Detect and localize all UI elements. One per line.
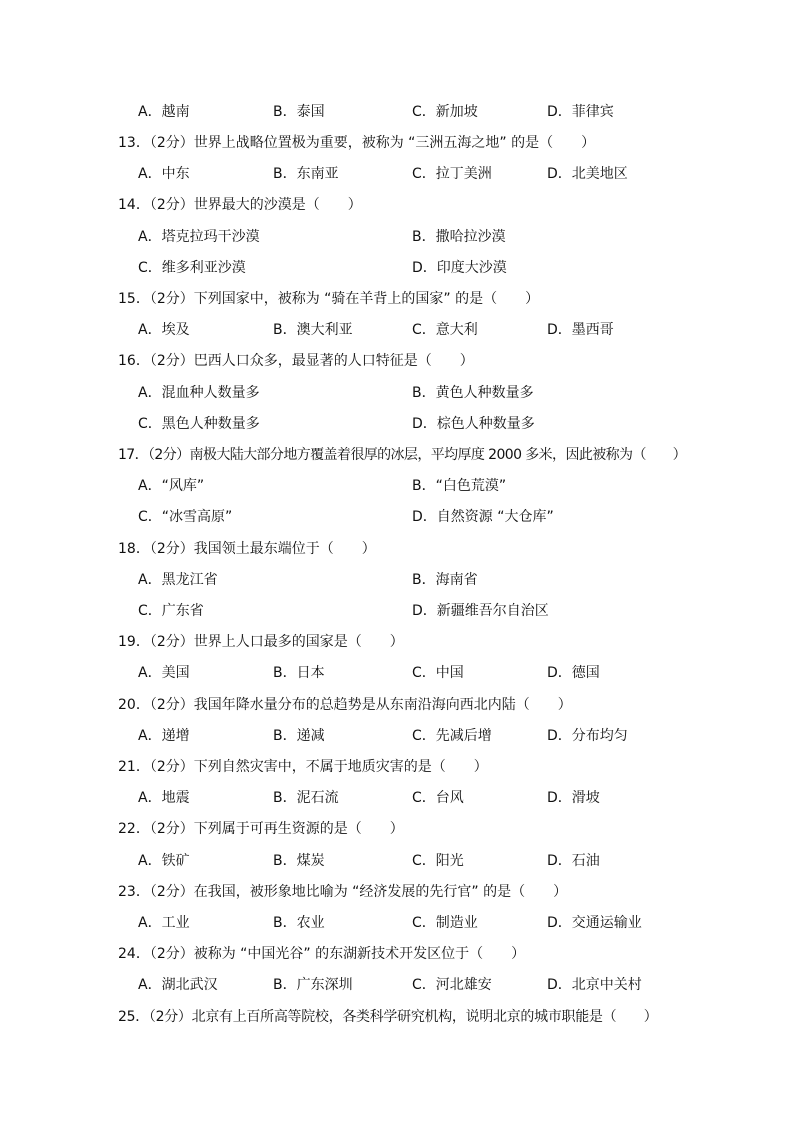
question-18: [0, 538, 794, 560]
question-16-options-1: [0, 382, 794, 404]
option-b: B．农业: [273, 915, 325, 931]
option-d: D．印度大沙漠: [412, 260, 507, 276]
option-c: C．中国: [412, 665, 464, 681]
question-17: [0, 444, 794, 466]
option-b: B．泥石流: [273, 790, 339, 806]
option-b: B．“白色荒漠”: [412, 478, 507, 494]
option-d: D．滑坡: [547, 790, 600, 806]
question-text: 24．（2分）被称为 “中国光谷” 的东湖新技术开发区位于（ ）: [118, 946, 526, 962]
option-b: B．广东深圳: [273, 977, 353, 993]
option-d: D．北美地区: [547, 166, 628, 182]
question-23: [0, 881, 794, 903]
question-17-options-1: [0, 475, 794, 497]
question-22: [0, 818, 794, 840]
q12-options-row: [0, 101, 794, 123]
option-a: A．混血种人数量多: [138, 385, 260, 401]
option-a: A．递增: [138, 728, 190, 744]
option-b: B．递减: [273, 728, 325, 744]
option-d: D．新疆维吾尔自治区: [412, 603, 549, 619]
question-text: 20．（2分）我国年降水量分布的总趋势是从东南沿海向西北内陆（ ）: [118, 697, 572, 713]
option-a: A．美国: [138, 665, 190, 681]
question-15: [0, 288, 794, 310]
option-c: C．意大利: [412, 322, 478, 338]
question-text: 18．（2分）我国领土最东端位于（ ）: [118, 541, 376, 557]
option-a: A．工业: [138, 915, 190, 931]
question-text: 14．（2分）世界最大的沙漠是（ ）: [118, 197, 362, 213]
option-c: C．阳光: [412, 853, 464, 869]
question-text: 19．（2分）世界上人口最多的国家是（ ）: [118, 634, 404, 650]
question-24: [0, 943, 794, 965]
option-b: B．澳大利亚: [273, 322, 353, 338]
option-c: C．台风: [412, 790, 464, 806]
question-25: [0, 1006, 794, 1028]
question-text: 21．（2分）下列自然灾害中，不属于地质灾害的是（ ）: [118, 759, 488, 775]
question-text: 17．（2分）南极大陆大部分地方覆盖着很厚的冰层，平均厚度 2000 多米，因此被称为（ ）: [118, 447, 687, 463]
question-13-options: [0, 163, 794, 185]
option-b: B．海南省: [412, 572, 478, 588]
option-c: C．广东省: [138, 603, 204, 619]
option-a: A．越南: [138, 104, 190, 120]
question-13: [0, 132, 794, 154]
option-d: D．墨西哥: [547, 322, 614, 338]
option-d: D．分布均匀: [547, 728, 628, 744]
option-d: D．自然资源 “大仓库”: [412, 509, 554, 525]
option-b: B．煤炭: [273, 853, 325, 869]
option-d: D．交通运输业: [547, 915, 642, 931]
question-14: [0, 194, 794, 216]
option-c: C．河北雄安: [412, 977, 492, 993]
option-a: A．黑龙江省: [138, 572, 218, 588]
option-c: C．黑色人种数量多: [138, 416, 260, 432]
question-21-options: [0, 787, 794, 809]
question-text: 16．（2分）巴西人口众多，最显著的人口特征是（ ）: [118, 353, 474, 369]
question-14-options-2: [0, 257, 794, 279]
question-text: 25．（2分）北京有上百所高等院校，各类科学研究机构，说明北京的城市职能是（ ）: [118, 1009, 658, 1025]
question-19-options: [0, 662, 794, 684]
option-c: C．先减后增: [412, 728, 492, 744]
question-15-options: [0, 319, 794, 341]
question-16: [0, 350, 794, 372]
question-text: 23．（2分）在我国，被形象地比喻为 “经济发展的先行官” 的是（ ）: [118, 884, 568, 900]
question-18-options-2: [0, 600, 794, 622]
question-text: 15．（2分）下列国家中，被称为 “骑在羊背上的国家” 的是（ ）: [118, 291, 540, 307]
question-14-options-1: [0, 226, 794, 248]
question-20: [0, 694, 794, 716]
option-c: C．拉丁美洲: [412, 166, 492, 182]
question-text: 22．（2分）下列属于可再生资源的是（ ）: [118, 821, 404, 837]
question-21: [0, 756, 794, 778]
option-a: A．中东: [138, 166, 190, 182]
option-a: A．湖北武汉: [138, 977, 218, 993]
option-a: A．“风库”: [138, 478, 205, 494]
option-b: B．泰国: [273, 104, 325, 120]
question-17-options-2: [0, 506, 794, 528]
option-d: D．棕色人种数量多: [412, 416, 535, 432]
question-19: [0, 631, 794, 653]
question-20-options: [0, 725, 794, 747]
option-d: D．德国: [547, 665, 600, 681]
option-c: C．维多利亚沙漠: [138, 260, 246, 276]
question-23-options: [0, 912, 794, 934]
question-text: 13．（2分）世界上战略位置极为重要，被称为 “三洲五海之地” 的是（ ）: [118, 135, 596, 151]
option-c: C．“冰雪高原”: [138, 509, 233, 525]
option-d: D．石油: [547, 853, 600, 869]
option-d: D．菲律宾: [547, 104, 614, 120]
question-22-options: [0, 850, 794, 872]
option-a: A．埃及: [138, 322, 190, 338]
option-b: B．撒哈拉沙漠: [412, 229, 506, 245]
option-a: A．铁矿: [138, 853, 190, 869]
option-b: B．东南亚: [273, 166, 339, 182]
option-a: A．地震: [138, 790, 190, 806]
option-d: D．北京中关村: [547, 977, 642, 993]
option-b: B．日本: [273, 665, 325, 681]
option-b: B．黄色人种数量多: [412, 385, 534, 401]
option-c: C．制造业: [412, 915, 478, 931]
option-a: A．塔克拉玛干沙漠: [138, 229, 260, 245]
question-24-options: [0, 974, 794, 996]
question-18-options-1: [0, 569, 794, 591]
option-c: C．新加坡: [412, 104, 478, 120]
question-16-options-2: [0, 413, 794, 435]
